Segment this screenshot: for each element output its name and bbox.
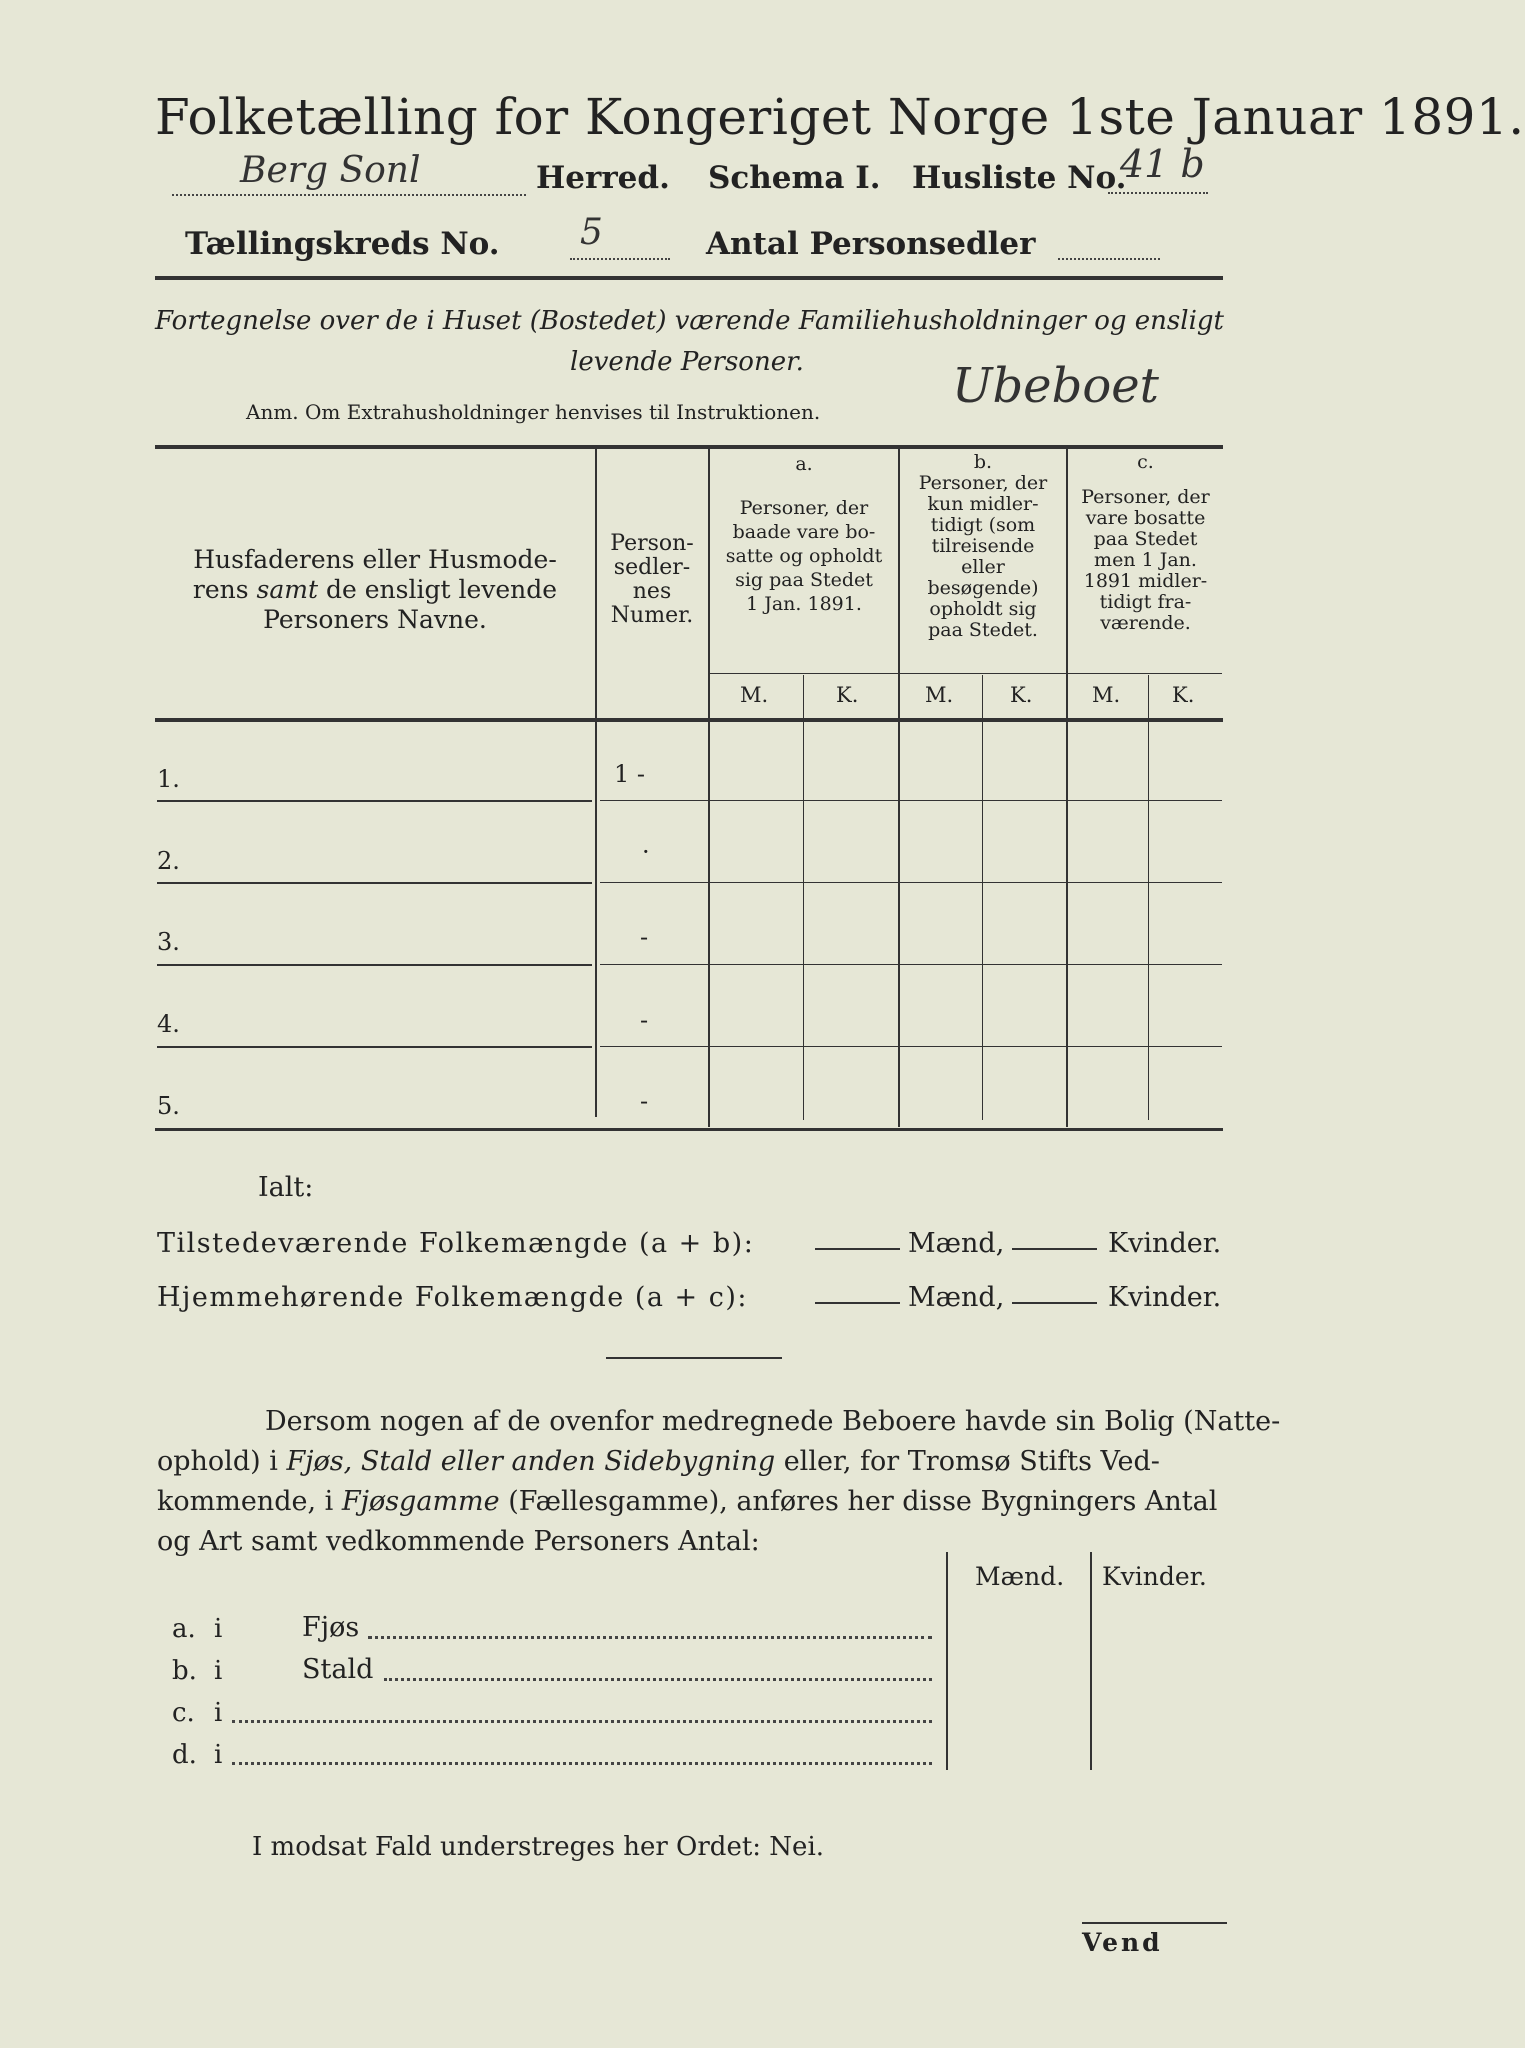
table-top-rule: [155, 445, 1223, 449]
kreds-label: Tællingskreds No.: [185, 226, 500, 262]
para-line-2: ophold) i Fjøs, Stald eller anden Sidebygning eller, for Tromsø Stifts Ved-: [157, 1446, 1160, 1477]
header-b: b. Personer, der kun midler- tidigt (som tilreisende eller besøgende) opholdt sig paa Stedet.: [918, 451, 1048, 641]
row-label: 5.: [157, 1092, 180, 1120]
row-numer: -: [640, 923, 649, 951]
row-numer: -: [640, 1087, 649, 1115]
para-line-3: kommende, i Fjøsgamme (Fællesgamme), anføres her disse Bygningers Antal: [157, 1486, 1218, 1517]
c-k-label: K.: [1172, 683, 1195, 707]
para-line-4: og Art samt vedkommende Personers Antal:: [157, 1526, 760, 1557]
row-numer: -: [640, 1006, 649, 1034]
bld-row-a-dots: [368, 1636, 932, 1639]
bld-row-c-letter: c.: [172, 1698, 195, 1728]
vend-rule: [1082, 1922, 1227, 1924]
tilstede-kvinder-blank: [1012, 1248, 1097, 1250]
ialt-label: Ialt:: [258, 1172, 314, 1203]
header-names: Husfaderens eller Husmode- rens samt de ensligt levende Personers Navne.: [192, 545, 558, 634]
bld-kvinder-header: Kvinder.: [1102, 1562, 1207, 1591]
row-line: [600, 1046, 1222, 1047]
anm-note: Anm. Om Extrahusholdninger henvises til Instruktionen.: [246, 400, 821, 424]
antal-field: [1058, 228, 1160, 260]
bld-row-a-letter: a.: [172, 1614, 196, 1644]
nei-line: I modsat Fald understreges her Ordet: Nei.: [252, 1832, 825, 1862]
hjemme-kvinder-blank: [1012, 1302, 1097, 1304]
bld-col-line: [1090, 1552, 1092, 1770]
row-label: 2.: [157, 847, 180, 875]
ubeboet-handwriting: Ubeboet: [952, 358, 1159, 414]
row-line: [157, 1046, 592, 1048]
table-header-rule: [155, 718, 1223, 722]
row-numer: 1 -: [614, 760, 646, 788]
bld-row-b-letter: b.: [172, 1656, 197, 1686]
bld-row-d-letter: d.: [172, 1740, 197, 1770]
row-numer: ·: [642, 838, 650, 866]
row-line: [600, 800, 1222, 801]
bld-row-b-i: i: [214, 1656, 223, 1686]
bld-row-c-dots: [232, 1720, 932, 1723]
row-line: [600, 964, 1222, 965]
bld-row-b-dots: [384, 1678, 932, 1681]
header-c: c. Personer, der vare bosatte paa Stedet men 1 Jan. 1891 midler- tidigt fra- værende.: [1081, 451, 1210, 634]
tilstede-maend-blank: [815, 1248, 900, 1250]
c-m-label: M.: [1092, 683, 1121, 707]
bld-row-d-dots: [232, 1762, 932, 1765]
bld-row-c-i: i: [214, 1698, 223, 1728]
hjemme-maend-blank: [815, 1302, 900, 1304]
col-line: [1148, 675, 1149, 1120]
hjemme-maend: Mænd,: [908, 1282, 1005, 1313]
bld-maend-header: Mænd.: [975, 1562, 1065, 1591]
row-line: [600, 882, 1222, 883]
b-m-label: M.: [925, 683, 954, 707]
col-line: [982, 675, 983, 1120]
divider: [155, 276, 1223, 280]
a-k-label: K.: [836, 683, 859, 707]
table-bottom-rule: [155, 1128, 1223, 1131]
row-line: [157, 800, 592, 802]
col-line: [803, 675, 804, 1120]
row-line: [157, 882, 592, 884]
row-label: 3.: [157, 928, 180, 956]
b-k-label: K.: [1010, 683, 1033, 707]
hjemme-label: Hjemmehørende Folkemængde (a + c):: [157, 1282, 748, 1313]
bld-row-b-name: Stald: [302, 1654, 374, 1685]
hjemme-kvinder: Kvinder.: [1108, 1282, 1222, 1313]
row-label: 4.: [157, 1010, 180, 1038]
section-divider: [606, 1357, 782, 1359]
para-line-1: Dersom nogen af de ovenfor medregnede Beboere havde sin Bolig (Natte-: [265, 1406, 1281, 1437]
antal-label: Antal Personsedler: [706, 226, 1036, 262]
intro-line-1: Fortegnelse over de i Huset (Bostedet) værende Familiehusholdninger og ensligt: [155, 306, 1224, 336]
herred-label: Herred.: [536, 160, 670, 196]
husliste-handwriting: 41 b: [1120, 142, 1205, 186]
tilstede-maend: Mænd,: [908, 1228, 1005, 1259]
schema-label: Schema I.: [708, 160, 881, 196]
husliste-label: Husliste No.: [912, 160, 1127, 196]
mk-rule: [710, 673, 1222, 674]
a-m-label: M.: [740, 683, 769, 707]
tilstede-label: Tilstedeværende Folkemængde (a + b):: [157, 1228, 755, 1259]
header-numer: Person- sedler- nes Numer.: [610, 531, 694, 628]
vend-label: Vend: [1082, 1928, 1163, 1957]
form-title: Folketælling for Kongeriget Norge 1ste Januar 1891.: [155, 88, 1525, 146]
header-a: a. Personer, der baade vare bo- satte og opholdt sig paa Stedet 1 Jan. 1891.: [725, 453, 883, 615]
herred-handwriting: Berg Sonl: [240, 150, 421, 191]
row-label: 1.: [157, 765, 180, 793]
bld-col-line: [946, 1552, 948, 1770]
bld-row-d-i: i: [214, 1740, 223, 1770]
kreds-handwriting: 5: [580, 212, 603, 253]
tilstede-kvinder: Kvinder.: [1108, 1228, 1222, 1259]
bld-row-a-name: Fjøs: [302, 1612, 360, 1643]
intro-line-2: levende Personer.: [570, 347, 804, 377]
row-line: [157, 964, 592, 966]
bld-row-a-i: i: [214, 1614, 223, 1644]
